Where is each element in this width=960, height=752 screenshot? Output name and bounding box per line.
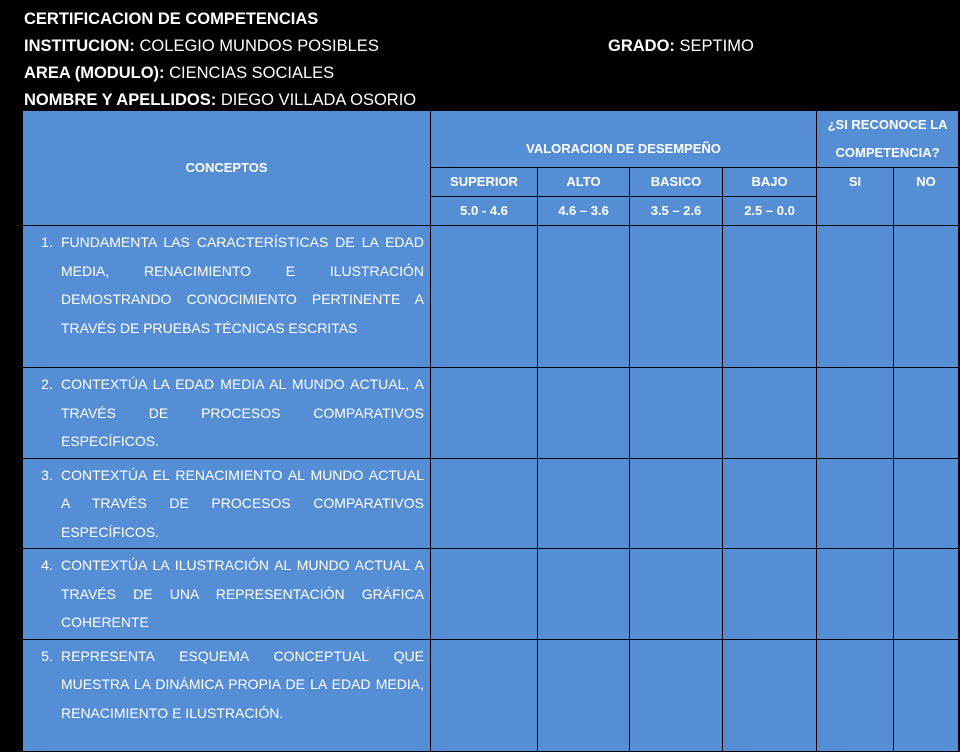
grade-cell-bajo[interactable] [723,458,817,549]
level-range-basico: 3.5 – 2.6 [630,197,723,226]
concept-cell [23,549,431,640]
grade-cell-superior[interactable] [431,368,538,459]
table-row [23,368,959,459]
grado-label: GRADO: [608,37,675,55]
no-cell[interactable] [894,639,959,751]
nombre-value: DIEGO VILLADA OSORIO [220,91,417,109]
grade-cell-alto[interactable] [538,368,630,459]
level-range-alto: 4.6 – 3.6 [538,197,630,226]
no-cell[interactable] [894,549,959,640]
level-name-alto: ALTO [538,168,630,197]
grade-cell-alto[interactable] [538,458,630,549]
grade-cell-superior[interactable] [431,226,538,368]
concept-number: 4. [41,557,53,573]
grade-cell-basico[interactable] [630,549,723,640]
level-range-superior: 5.0 - 4.6 [431,197,538,226]
concept-cell [23,368,431,459]
grado-line [608,33,754,60]
area-line [24,60,954,87]
table-row [23,458,959,549]
concept-cell [23,458,431,549]
institucion-label: INSTITUCION: [24,37,135,55]
level-range-bajo: 2.5 – 0.0 [723,197,817,226]
si-cell[interactable] [817,549,894,640]
concept-number: 2. [41,376,53,392]
table-row [23,549,959,640]
si-cell[interactable] [817,226,894,368]
area-value: CIENCIAS SOCIALES [169,64,335,82]
grade-cell-bajo[interactable] [723,639,817,751]
col-header-no: NO [894,168,959,226]
grade-cell-superior[interactable] [431,639,538,751]
si-cell[interactable] [817,639,894,751]
concept-text: CONTEXTÚA EL RENACIMIENTO AL MUNDO ACTUAL A TRAVÉS DE PROCESOS COMPARATIVOS ESPECÍFICOS. [61,466,424,540]
nombre-label: NOMBRE Y APELLIDOS: [24,91,217,109]
grade-cell-superior[interactable] [431,549,538,640]
grade-cell-bajo[interactable] [723,549,817,640]
concept-text: REPRESENTA ESQUEMA CONCEPTUAL QUE MUESTRA LA DINÁMICA PROPIA DE LA EDAD MEDIA, RENACIMIENTO E ILUSTRACIÓN. [61,647,424,721]
grade-cell-alto[interactable] [538,226,630,368]
col-header-conceptos: CONCEPTOS [23,111,431,226]
document-title: CERTIFICACION DE COMPETENCIAS [24,10,319,28]
area-label: AREA (MODULO): [24,64,165,82]
grade-cell-bajo[interactable] [723,226,817,368]
col-header-si: SI [817,168,894,226]
concept-number: 3. [41,466,53,483]
si-cell[interactable] [817,458,894,549]
col-header-valoracion: VALORACION DE DESEMPEÑO [431,111,817,168]
col-header-reconoce: ¿SI RECONOCE LA COMPETENCIA? [817,111,959,168]
grade-cell-alto[interactable] [538,549,630,640]
grade-cell-basico[interactable] [630,639,723,751]
level-name-superior: SUPERIOR [431,168,538,197]
institucion-line [24,33,954,60]
concept-text: CONTEXTÚA LA ILUSTRACIÓN AL MUNDO ACTUAL A TRAVÉS DE UNA REPRESENTACIÓN GRÁFICA COHERENTE [61,557,424,630]
grado-value: SEPTIMO [679,37,754,55]
no-cell[interactable] [894,226,959,368]
table-row [23,226,959,368]
concept-cell [23,639,431,751]
no-cell[interactable] [894,368,959,459]
grade-cell-bajo[interactable] [723,368,817,459]
document-header [24,6,954,114]
grade-cell-superior[interactable] [431,458,538,549]
grade-cell-basico[interactable] [630,458,723,549]
no-cell[interactable] [894,458,959,549]
competency-table [22,110,959,752]
grade-cell-basico[interactable] [630,368,723,459]
level-name-basico: BASICO [630,168,723,197]
grade-cell-alto[interactable] [538,639,630,751]
concept-number: 5. [41,647,53,664]
concept-cell [23,226,431,368]
institucion-value: COLEGIO MUNDOS POSIBLES [139,37,379,55]
table-row [23,639,959,751]
grade-cell-basico[interactable] [630,226,723,368]
si-cell[interactable] [817,368,894,459]
concept-text: CONTEXTÚA LA EDAD MEDIA AL MUNDO ACTUAL, A TRAVÉS DE PROCESOS COMPARATIVOS ESPECÍFICOS. [61,376,424,449]
concept-text: FUNDAMENTA LAS CARACTERÍSTICAS DE LA EDAD MEDIA, RENACIMIENTO E ILUSTRACIÓN DEMOSTRANDO CONOCIMIENTO PERTINENTE A TRAVÉS DE PRUEBAS TÉCNICAS ESCRITAS [61,234,424,336]
level-name-bajo: BAJO [723,168,817,197]
concept-number: 1. [41,234,53,250]
